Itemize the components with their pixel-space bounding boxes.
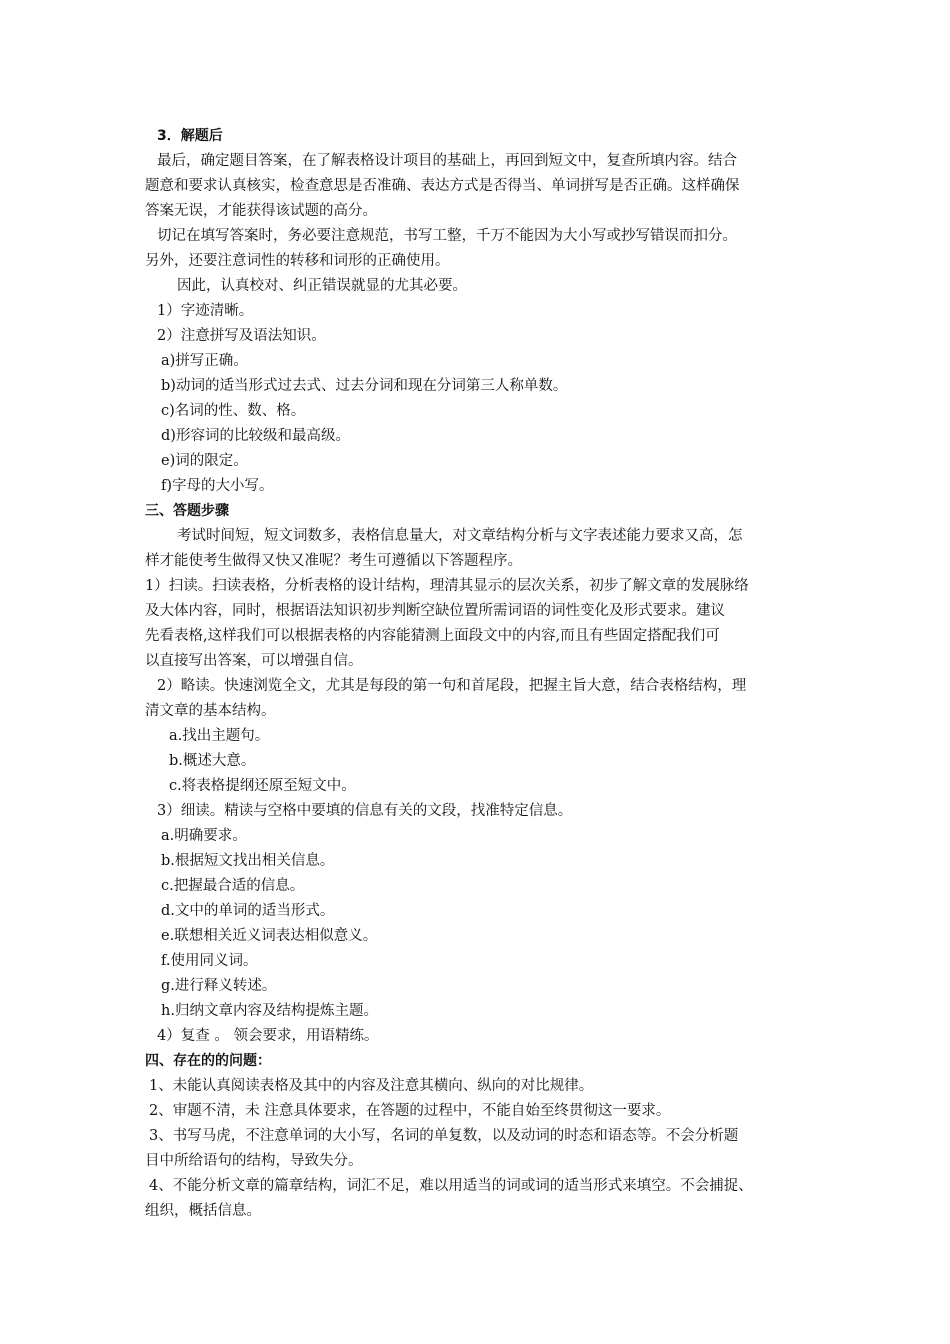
list-item: e)词的限定。 [161, 453, 248, 469]
paragraph-line: 3）细读。精读与空格中要填的信息有关的文段，找准特定信息。 [157, 803, 573, 819]
list-item: c.将表格提纲还原至短文中。 [169, 778, 356, 794]
paragraph-line: 3、书写马虎，不注意单词的大小写，名词的单复数，以及动词的时态和语态等。不会分析题 [149, 1128, 739, 1144]
list-item: a.明确要求。 [161, 828, 247, 844]
paragraph-line: 答案无误，才能获得该试题的高分。 [145, 203, 377, 219]
list-item: g.进行释义转述。 [161, 978, 277, 994]
list-item: b.根据短文找出相关信息。 [161, 853, 335, 869]
list-item: d.文中的单词的适当形式。 [161, 903, 335, 919]
list-item: a.找出主题句。 [169, 728, 270, 744]
paragraph-line: 1、未能认真阅读表格及其中的内容及注意其横向、纵向的对比规律。 [149, 1078, 594, 1094]
paragraph-line: 1）扫读。扫读表格，分析表格的设计结构，理清其显示的层次关系，初步了解文章的发展脉络 [145, 578, 749, 594]
list-item: b)动词的适当形式过去式、过去分词和现在分词第三人称单数。 [161, 378, 568, 394]
paragraph-line: 及大体内容，同时，根据语法知识初步判断空缺位置所需词语的词性变化及形式要求。建议 [145, 603, 725, 619]
list-item: c)名词的性、数、格。 [161, 403, 306, 419]
list-item: e.联想相关近义词表达相似意义。 [161, 928, 378, 944]
list-item: b.概述大意。 [169, 753, 256, 769]
paragraph-line: 清文章的基本结构。 [145, 703, 276, 719]
paragraph-line: 因此，认真校对、纠正错误就显的尤其必要。 [177, 278, 467, 294]
paragraph-line: 题意和要求认真核实，检查意思是否准确、表达方式是否得当、单词拼写是否正确。这样确保 [145, 178, 740, 194]
section-problems-heading: 四、存在的的问题： [145, 1053, 271, 1069]
paragraph-line: 2）略读。快速浏览全文，尤其是每段的第一句和首尾段，把握主旨大意，结合表格结构，理 [157, 678, 747, 694]
paragraph-line: 切记在填写答案时，务必要注意规范，书写工整，千万不能因为大小写或抄写错误而扣分。 [157, 228, 737, 244]
list-item: h.归纳文章内容及结构提炼主题。 [161, 1003, 378, 1019]
list-item: 1）字迹清晰。 [157, 303, 254, 319]
list-item: f)字母的大小写。 [161, 478, 274, 494]
list-item: a)拼写正确。 [161, 353, 248, 369]
paragraph-line: 以直接写出答案，可以增强自信。 [145, 653, 363, 669]
document-page [145, 124, 815, 1224]
paragraph-line: 组织，概括信息。 [145, 1203, 261, 1219]
paragraph-line: 考试时间短，短文词数多，表格信息量大，对文章结构分析与文字表述能力要求又高，怎 [177, 528, 743, 544]
paragraph-line: 最后，确定题目答案，在了解表格设计项目的基础上，再回到短文中，复查所填内容。结合 [157, 153, 737, 169]
list-item: d)形容词的比较级和最高级。 [161, 428, 350, 444]
list-item: 2）注意拼写及语法知识。 [157, 328, 326, 344]
paragraph-line: 2、审题不清，未 注意具体要求，在答题的过程中，不能自始至终贯彻这一要求。 [149, 1103, 671, 1119]
paragraph-line: 4、不能分析文章的篇章结构，词汇不足，难以用适当的词或词的适当形式来填空。不会捕捉、 [149, 1178, 753, 1194]
paragraph-line: 目中所给语句的结构，导致失分。 [145, 1153, 363, 1169]
paragraph-line: 先看表格,这样我们可以根据表格的内容能猜测上面段文中的内容,而且有些固定搭配我们可 [145, 628, 720, 644]
section-steps-heading: 三、答题步骤 [145, 503, 229, 519]
paragraph-line: 另外，还要注意词性的转移和词形的正确使用。 [145, 253, 450, 269]
list-item: f.使用同义词。 [161, 953, 258, 969]
section-3-heading: 3．解题后 [157, 128, 223, 144]
paragraph-line: 4）复查 。 领会要求，用语精练。 [157, 1028, 379, 1044]
paragraph-line: 样才能使考生做得又快又准呢？考生可遵循以下答题程序。 [145, 553, 522, 569]
list-item: c.把握最合适的信息。 [161, 878, 305, 894]
